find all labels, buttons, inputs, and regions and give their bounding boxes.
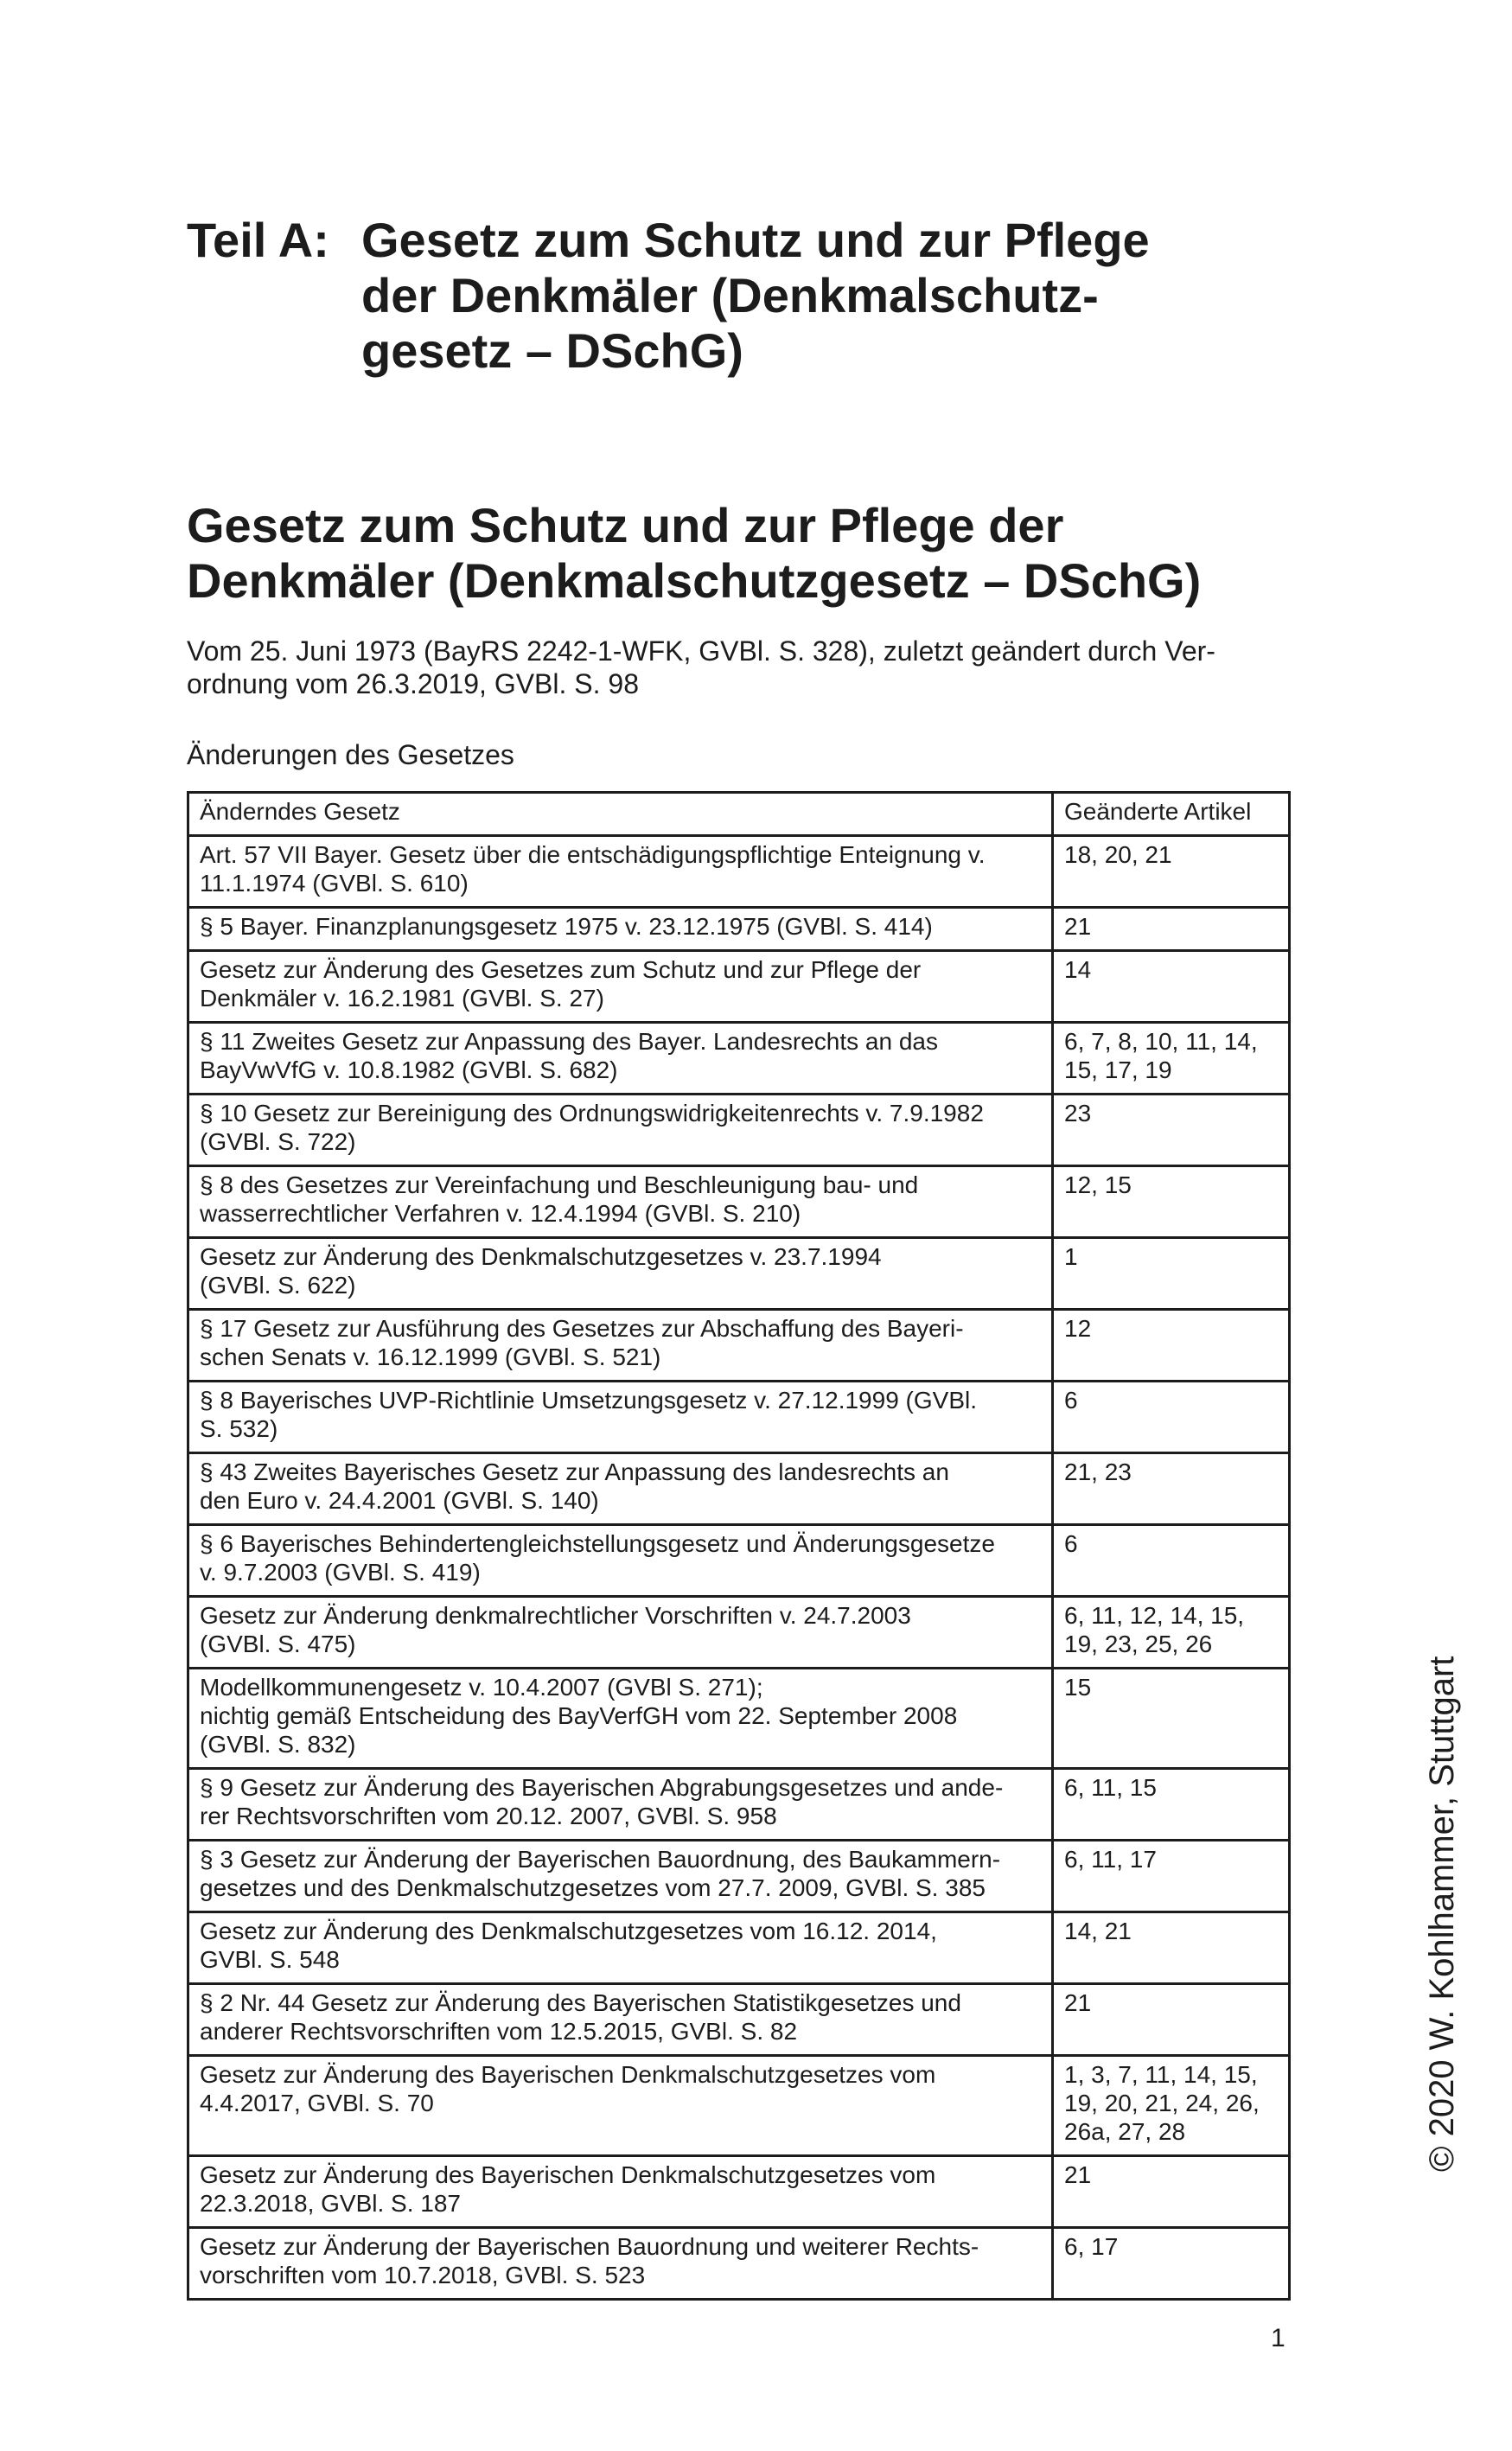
amending-law-cell	[188, 1984, 1053, 2056]
amended-articles-cell	[1053, 1669, 1290, 1769]
amending-law-cell	[188, 1912, 1053, 1984]
amended-articles-line: 6, 11, 17	[1064, 1846, 1157, 1873]
amended-articles-cell	[1053, 1310, 1290, 1382]
amended-articles-line: 6, 7, 8, 10, 11, 14,	[1064, 1028, 1258, 1055]
table-row	[188, 951, 1290, 1023]
table-row	[188, 1525, 1290, 1597]
header-amended-articles: Geänderte Artikel	[1053, 793, 1290, 836]
table-row	[188, 1095, 1290, 1166]
table-header-row	[188, 793, 1290, 836]
amended-articles-line: 23	[1064, 1100, 1092, 1127]
amended-articles-line: 21, 23	[1064, 1458, 1132, 1485]
amended-articles-cell	[1053, 1912, 1290, 1984]
part-title	[361, 213, 1269, 379]
page-number: 1	[1271, 2324, 1286, 2352]
amended-articles-cell	[1053, 2056, 1290, 2156]
amended-articles-cell	[1053, 1841, 1290, 1912]
table-row	[188, 1382, 1290, 1453]
amending-law-cell	[188, 1238, 1053, 1310]
amending-law-line: Gesetz zur Änderung des Denkmalschutzgesetzes v. 23.7.1994	[200, 1243, 882, 1270]
amending-law-cell	[188, 1597, 1053, 1669]
amending-law-line: v. 9.7.2003 (GVBl. S. 419)	[200, 1559, 481, 1586]
amending-law-line: § 2 Nr. 44 Gesetz zur Änderung des Bayerischen Statistikgesetzes und	[200, 1989, 961, 2016]
amending-law-line: 11.1.1974 (GVBl. S. 610)	[200, 870, 469, 897]
amended-articles-line: 21	[1064, 1989, 1092, 2016]
amending-law-line: S. 532)	[200, 1415, 278, 1442]
amending-law-line: (GVBl. S. 475)	[200, 1631, 356, 1657]
law-title-line: Gesetz zum Schutz und zur Pflege der	[187, 498, 1064, 552]
amending-law-line: rer Rechtsvorschriften vom 20.12. 2007, GVBl. S. 958	[200, 1803, 777, 1829]
amending-law-cell	[188, 1382, 1053, 1453]
header-amending-law: Änderndes Gesetz	[188, 793, 1053, 836]
amending-law-line: den Euro v. 24.4.2001 (GVBl. S. 140)	[200, 1487, 599, 1514]
amended-articles-cell	[1053, 1238, 1290, 1310]
amending-law-line: wasserrechtlicher Verfahren v. 12.4.1994 (GVBl. S. 210)	[200, 1200, 801, 1227]
part-title-line: Gesetz zum Schutz und zur Pflege	[361, 213, 1150, 267]
amending-law-line: § 5 Bayer. Finanzplanungsgesetz 1975 v. 23.12.1975 (GVBl. S. 414)	[200, 913, 933, 940]
table-row	[188, 2228, 1290, 2300]
amended-articles-cell	[1053, 1769, 1290, 1841]
table-row	[188, 908, 1290, 951]
amending-law-line: § 8 des Gesetzes zur Vereinfachung und Beschleunigung bau- und	[200, 1171, 919, 1198]
amending-law-line: Gesetz zur Änderung des Gesetzes zum Schutz und zur Pflege der	[200, 956, 922, 983]
amending-law-cell	[188, 908, 1053, 951]
amended-articles-line: 14, 21	[1064, 1918, 1132, 1944]
amending-law-line: Gesetz zur Änderung des Bayerischen Denkmalschutzgesetzes vom	[200, 2061, 936, 2088]
table-row	[188, 1597, 1290, 1669]
amending-law-line: BayVwVfG v. 10.8.1982 (GVBl. S. 682)	[200, 1056, 618, 1083]
amending-law-line: Gesetz zur Änderung des Bayerischen Denkmalschutzgesetzes vom	[200, 2161, 936, 2188]
amending-law-line: Modellkommunengesetz v. 10.4.2007 (GVBl S. 271);	[200, 1674, 763, 1701]
law-subtitle-line: Vom 25. Juni 1973 (BayRS 2242-1-WFK, GVBl. S. 328), zuletzt geändert durch Ver-	[187, 635, 1215, 667]
amended-articles-cell	[1053, 2228, 1290, 2300]
law-title-line: Denkmäler (Denkmalschutzgesetz – DSchG)	[187, 553, 1202, 608]
amending-law-cell	[188, 2228, 1053, 2300]
amended-articles-line: 14	[1064, 956, 1092, 983]
amended-articles-line: 6, 11, 12, 14, 15,	[1064, 1602, 1245, 1629]
amending-law-cell	[188, 1310, 1053, 1382]
amended-articles-line: 21	[1064, 2161, 1092, 2188]
table-row	[188, 1166, 1290, 1238]
amending-law-line: (GVBl. S. 832)	[200, 1731, 356, 1758]
law-subtitle	[187, 635, 1311, 700]
amending-law-line: 4.4.2017, GVBl. S. 70	[200, 2090, 434, 2116]
amended-articles-cell	[1053, 1984, 1290, 2056]
amending-law-line: § 17 Gesetz zur Ausführung des Gesetzes zur Abschaffung des Bayeri-	[200, 1315, 964, 1342]
amending-law-line: § 9 Gesetz zur Änderung des Bayerischen Abgrabungsgesetzes und ande-	[200, 1774, 1004, 1801]
amending-law-line: Art. 57 VII Bayer. Gesetz über die entschädigungspflichtige Enteignung v.	[200, 841, 986, 868]
table-row	[188, 1023, 1290, 1095]
table-row	[188, 1453, 1290, 1525]
amending-law-line: (GVBl. S. 722)	[200, 1128, 356, 1155]
amending-law-line: § 10 Gesetz zur Bereinigung des Ordnungswidrigkeitenrechts v. 7.9.1982	[200, 1100, 984, 1127]
amended-articles-cell	[1053, 951, 1290, 1023]
amending-law-cell	[188, 1841, 1053, 1912]
part-title-line: der Denkmäler (Denkmalschutz-	[361, 268, 1099, 322]
table-row	[188, 1669, 1290, 1769]
amended-articles-line: 26a, 27, 28	[1064, 2118, 1186, 2145]
amending-law-line: Gesetz zur Änderung des Denkmalschutzgesetzes vom 16.12. 2014,	[200, 1918, 937, 1944]
amending-law-cell	[188, 1669, 1053, 1769]
amended-articles-cell	[1053, 1525, 1290, 1597]
amendments-table	[187, 791, 1291, 2301]
amending-law-cell	[188, 1525, 1053, 1597]
amending-law-line: vorschriften vom 10.7.2018, GVBl. S. 523	[200, 2262, 646, 2288]
law-subtitle-line: ordnung vom 26.3.2019, GVBl. S. 98	[187, 668, 639, 699]
amended-articles-line: 6	[1064, 1530, 1078, 1557]
amending-law-line: § 6 Bayerisches Behindertengleichstellungsgesetz und Änderungsgesetze	[200, 1530, 995, 1557]
amending-law-line: GVBl. S. 548	[200, 1946, 340, 1973]
amending-law-line: § 3 Gesetz zur Änderung der Bayerischen Bauordnung, des Baukammern-	[200, 1846, 1001, 1873]
table-row	[188, 1769, 1290, 1841]
amending-law-cell	[188, 1769, 1053, 1841]
amended-articles-line: 1	[1064, 1243, 1078, 1270]
amended-articles-cell	[1053, 1453, 1290, 1525]
amended-articles-line: 18, 20, 21	[1064, 841, 1172, 868]
law-title	[187, 498, 1311, 609]
amending-law-line: Gesetz zur Änderung der Bayerischen Bauordnung und weiterer Rechts-	[200, 2233, 979, 2260]
amending-law-line: § 11 Zweites Gesetz zur Anpassung des Bayer. Landesrechts an das	[200, 1028, 938, 1055]
copyright-notice: © 2020 W. Kohlhammer, Stuttgart	[1423, 1656, 1461, 2172]
amended-articles-cell	[1053, 1166, 1290, 1238]
amended-articles-line: 15, 17, 19	[1064, 1056, 1172, 1083]
table-row	[188, 2156, 1290, 2228]
amending-law-cell	[188, 2056, 1053, 2156]
table-row	[188, 1841, 1290, 1912]
amending-law-line: § 43 Zweites Bayerisches Gesetz zur Anpassung des landesrechts an	[200, 1458, 949, 1485]
amended-articles-line: 12, 15	[1064, 1171, 1132, 1198]
amending-law-cell	[188, 2156, 1053, 2228]
amending-law-line: Gesetz zur Änderung denkmalrechtlicher Vorschriften v. 24.7.2003	[200, 1602, 911, 1629]
amending-law-line: anderer Rechtsvorschriften vom 12.5.2015, GVBl. S. 82	[200, 2018, 798, 2045]
amending-law-line: § 8 Bayerisches UVP-Richtlinie Umsetzungsgesetz v. 27.12.1999 (GVBl.	[200, 1387, 978, 1414]
amending-law-cell	[188, 951, 1053, 1023]
table-row	[188, 1984, 1290, 2056]
table-row	[188, 2056, 1290, 2156]
table-row	[188, 1912, 1290, 1984]
amending-law-cell	[188, 1453, 1053, 1525]
amended-articles-cell	[1053, 2156, 1290, 2228]
table-caption: Änderungen des Gesetzes	[187, 739, 514, 770]
amending-law-line: Denkmäler v. 16.2.1981 (GVBl. S. 27)	[200, 985, 604, 1012]
amended-articles-line: 19, 20, 21, 24, 26,	[1064, 2090, 1260, 2116]
amending-law-cell	[188, 836, 1053, 908]
amended-articles-cell	[1053, 908, 1290, 951]
amended-articles-cell	[1053, 836, 1290, 908]
amending-law-line: schen Senats v. 16.12.1999 (GVBl. S. 521)	[200, 1344, 661, 1370]
amending-law-line: 22.3.2018, GVBl. S. 187	[200, 2190, 461, 2217]
table-body	[188, 836, 1290, 2300]
amended-articles-line: 6	[1064, 1387, 1078, 1414]
amended-articles-line: 1, 3, 7, 11, 14, 15,	[1064, 2061, 1258, 2088]
amending-law-line: (GVBl. S. 622)	[200, 1272, 356, 1299]
amending-law-line: gesetzes und des Denkmalschutzgesetzes vom 27.7. 2009, GVBl. S. 385	[200, 1874, 986, 1901]
amended-articles-cell	[1053, 1095, 1290, 1166]
amended-articles-line: 12	[1064, 1315, 1092, 1342]
part-title-line: gesetz – DSchG)	[361, 323, 743, 378]
amended-articles-cell	[1053, 1597, 1290, 1669]
amending-law-line: nichtig gemäß Entscheidung des BayVerfGH vom 22. September 2008	[200, 1702, 958, 1729]
amending-law-cell	[188, 1166, 1053, 1238]
table-row	[188, 836, 1290, 908]
amended-articles-line: 6, 11, 15	[1064, 1774, 1157, 1801]
amended-articles-cell	[1053, 1382, 1290, 1453]
amended-articles-line: 21	[1064, 913, 1092, 940]
part-label: Teil A:	[187, 213, 329, 267]
table-row	[188, 1238, 1290, 1310]
amended-articles-line: 19, 23, 25, 26	[1064, 1631, 1213, 1657]
table-row	[188, 1310, 1290, 1382]
amended-articles-line: 6, 17	[1064, 2233, 1119, 2260]
amended-articles-cell	[1053, 1023, 1290, 1095]
amending-law-cell	[188, 1095, 1053, 1166]
amending-law-cell	[188, 1023, 1053, 1095]
amended-articles-line: 15	[1064, 1674, 1092, 1701]
